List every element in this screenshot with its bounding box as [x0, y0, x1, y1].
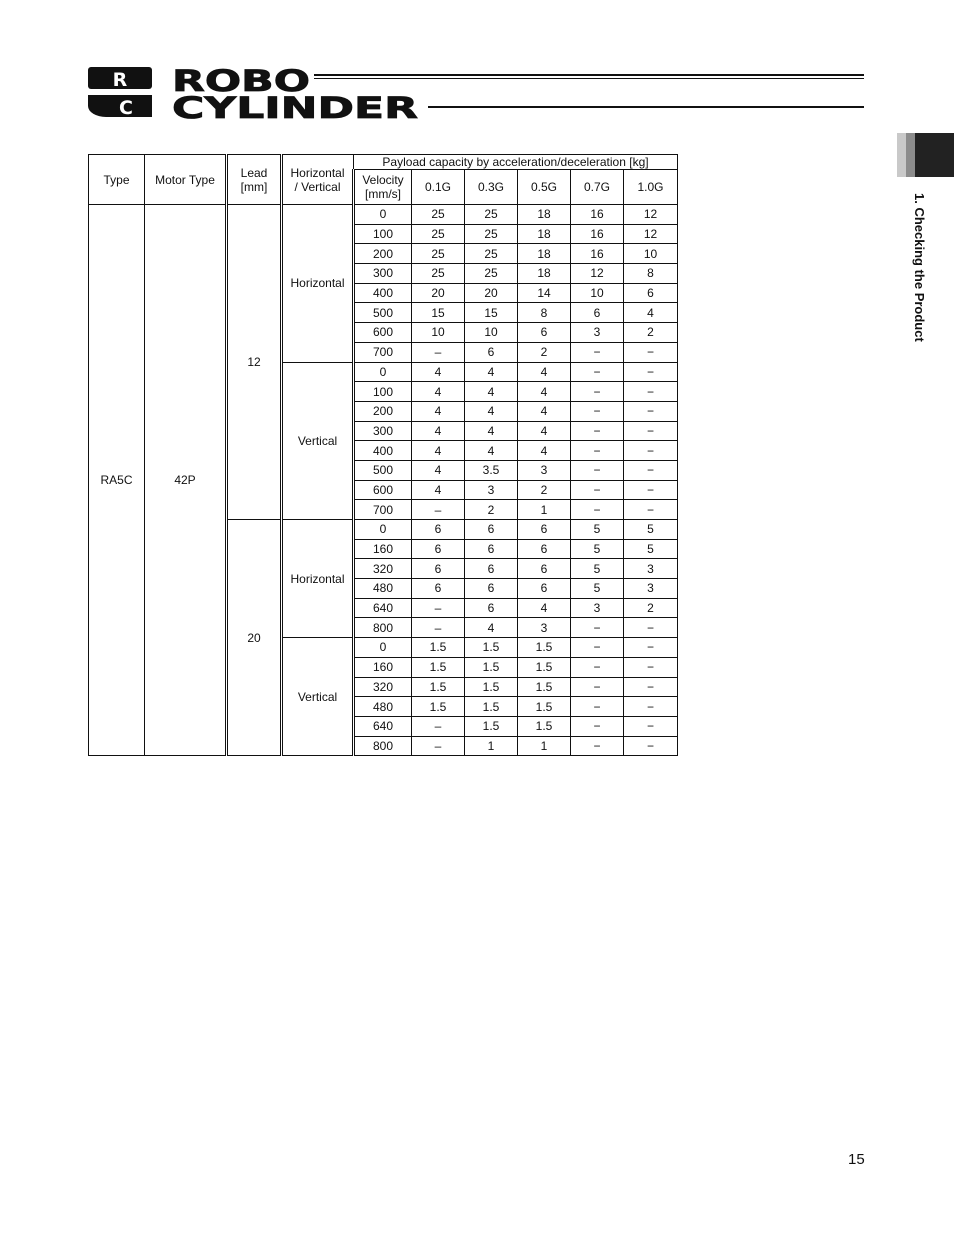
- payload-cell: –: [412, 618, 465, 638]
- payload-cell: −: [624, 638, 678, 658]
- velocity-cell: 320: [354, 559, 412, 579]
- payload-cell: −: [571, 677, 624, 697]
- payload-cell: 2: [624, 598, 678, 618]
- type-cell: RA5C: [89, 205, 145, 756]
- payload-cell: 25: [412, 264, 465, 284]
- payload-cell: 12: [624, 205, 678, 225]
- header-rule-top-thin: [314, 78, 864, 79]
- payload-cell: −: [624, 697, 678, 717]
- payload-cell: 1.5: [518, 677, 571, 697]
- header-accel: 1.0G: [624, 170, 678, 205]
- velocity-cell: 160: [354, 657, 412, 677]
- header-motor-type: Motor Type: [145, 155, 227, 205]
- payload-cell: 2: [465, 500, 518, 520]
- header-type: Type: [89, 155, 145, 205]
- payload-cell: −: [624, 342, 678, 362]
- velocity-cell: 160: [354, 539, 412, 559]
- payload-cell: 6: [571, 303, 624, 323]
- payload-cell: 16: [571, 224, 624, 244]
- payload-cell: −: [624, 421, 678, 441]
- payload-cell: −: [571, 697, 624, 717]
- velocity-cell: 700: [354, 342, 412, 362]
- header-rule-bottom: [428, 106, 864, 108]
- payload-cell: 18: [518, 224, 571, 244]
- velocity-cell: 400: [354, 441, 412, 461]
- payload-cell: 4: [412, 480, 465, 500]
- payload-capacity-table: [88, 154, 678, 756]
- payload-cell: 12: [571, 264, 624, 284]
- payload-cell: 4: [412, 460, 465, 480]
- payload-cell: −: [624, 618, 678, 638]
- logo-line1: ROBO: [172, 64, 310, 98]
- payload-cell: 3: [518, 460, 571, 480]
- payload-cell: 1.5: [412, 677, 465, 697]
- payload-cell: 6: [412, 520, 465, 540]
- payload-cell: 1.5: [518, 657, 571, 677]
- payload-cell: 15: [412, 303, 465, 323]
- payload-cell: 2: [624, 323, 678, 343]
- payload-cell: −: [624, 500, 678, 520]
- velocity-cell: 800: [354, 618, 412, 638]
- payload-cell: 18: [518, 244, 571, 264]
- payload-cell: 6: [518, 539, 571, 559]
- logo-monogram-bottom: C: [119, 97, 133, 119]
- orientation-cell: Horizontal: [282, 205, 354, 363]
- logo-monogram-top: R: [112, 69, 128, 91]
- payload-cell: –: [412, 342, 465, 362]
- velocity-cell: 500: [354, 460, 412, 480]
- payload-cell: 4: [518, 598, 571, 618]
- payload-cell: 5: [571, 559, 624, 579]
- payload-cell: −: [571, 480, 624, 500]
- payload-cell: –: [412, 716, 465, 736]
- payload-cell: 1.5: [465, 697, 518, 717]
- payload-cell: −: [571, 638, 624, 658]
- payload-cell: 5: [571, 539, 624, 559]
- payload-cell: 4: [412, 382, 465, 402]
- payload-cell: −: [624, 401, 678, 421]
- velocity-cell: 800: [354, 736, 412, 756]
- payload-cell: 10: [465, 323, 518, 343]
- payload-cell: 25: [465, 244, 518, 264]
- payload-cell: 6: [412, 539, 465, 559]
- velocity-cell: 0: [354, 205, 412, 225]
- payload-cell: 1.5: [465, 716, 518, 736]
- payload-cell: −: [571, 342, 624, 362]
- payload-cell: 20: [465, 283, 518, 303]
- payload-cell: 2: [518, 480, 571, 500]
- payload-cell: 1.5: [412, 657, 465, 677]
- payload-cell: 25: [465, 224, 518, 244]
- payload-cell: −: [624, 657, 678, 677]
- header-accel: 0.1G: [412, 170, 465, 205]
- payload-cell: 4: [465, 362, 518, 382]
- payload-cell: 1: [518, 736, 571, 756]
- payload-cell: 10: [412, 323, 465, 343]
- payload-cell: −: [571, 500, 624, 520]
- payload-cell: 6: [518, 559, 571, 579]
- payload-cell: −: [571, 441, 624, 461]
- payload-cell: 1.5: [518, 716, 571, 736]
- payload-cell: 4: [465, 441, 518, 461]
- payload-cell: 8: [624, 264, 678, 284]
- payload-cell: −: [571, 460, 624, 480]
- velocity-cell: 480: [354, 579, 412, 599]
- header-velocity: Velocity [mm/s]: [354, 170, 412, 205]
- payload-cell: −: [571, 736, 624, 756]
- payload-cell: 3.5: [465, 460, 518, 480]
- payload-cell: −: [571, 362, 624, 382]
- payload-cell: 4: [465, 618, 518, 638]
- velocity-cell: 500: [354, 303, 412, 323]
- table-body: [89, 205, 678, 756]
- payload-cell: −: [624, 480, 678, 500]
- payload-cell: 3: [571, 598, 624, 618]
- velocity-cell: 320: [354, 677, 412, 697]
- payload-cell: 10: [571, 283, 624, 303]
- header-rule-top: [314, 74, 864, 76]
- payload-cell: 3: [624, 579, 678, 599]
- payload-cell: 4: [465, 401, 518, 421]
- payload-cell: 4: [465, 382, 518, 402]
- payload-cell: 3: [624, 559, 678, 579]
- velocity-cell: 0: [354, 362, 412, 382]
- payload-cell: 1.5: [518, 697, 571, 717]
- payload-cell: 3: [465, 480, 518, 500]
- payload-cell: 5: [624, 539, 678, 559]
- motor-type-cell: 42P: [145, 205, 227, 756]
- payload-cell: –: [412, 736, 465, 756]
- velocity-cell: 700: [354, 500, 412, 520]
- header-accel: 0.5G: [518, 170, 571, 205]
- payload-cell: −: [571, 382, 624, 402]
- payload-cell: 4: [518, 382, 571, 402]
- payload-cell: 4: [412, 362, 465, 382]
- payload-cell: 4: [465, 421, 518, 441]
- payload-cell: 25: [412, 224, 465, 244]
- header-orientation: Horizontal / Vertical: [282, 155, 354, 205]
- payload-cell: 25: [465, 264, 518, 284]
- lead-cell: 20: [227, 520, 282, 756]
- payload-cell: 4: [624, 303, 678, 323]
- payload-cell: 25: [412, 244, 465, 264]
- orientation-cell: Vertical: [282, 638, 354, 756]
- payload-cell: 1.5: [518, 638, 571, 658]
- velocity-cell: 600: [354, 323, 412, 343]
- payload-cell: 6: [465, 520, 518, 540]
- header-lead: Lead [mm]: [227, 155, 282, 205]
- velocity-cell: 0: [354, 520, 412, 540]
- velocity-cell: 200: [354, 401, 412, 421]
- payload-cell: 6: [465, 579, 518, 599]
- payload-cell: 6: [518, 520, 571, 540]
- payload-cell: –: [412, 500, 465, 520]
- payload-cell: −: [571, 618, 624, 638]
- chapter-tab: [897, 133, 954, 177]
- payload-cell: 5: [571, 520, 624, 540]
- payload-cell: 4: [412, 441, 465, 461]
- table-row: [89, 205, 678, 225]
- velocity-cell: 300: [354, 421, 412, 441]
- orientation-cell: Vertical: [282, 362, 354, 520]
- velocity-cell: 640: [354, 716, 412, 736]
- velocity-cell: 600: [354, 480, 412, 500]
- payload-cell: 14: [518, 283, 571, 303]
- payload-cell: 10: [624, 244, 678, 264]
- velocity-cell: 200: [354, 244, 412, 264]
- orientation-cell: Horizontal: [282, 520, 354, 638]
- payload-cell: 6: [518, 579, 571, 599]
- payload-cell: 6: [412, 579, 465, 599]
- payload-cell: 15: [465, 303, 518, 323]
- velocity-cell: 0: [354, 638, 412, 658]
- payload-cell: −: [624, 362, 678, 382]
- velocity-cell: 640: [354, 598, 412, 618]
- payload-cell: 1.5: [465, 657, 518, 677]
- payload-cell: 4: [518, 441, 571, 461]
- payload-cell: 25: [465, 205, 518, 225]
- payload-cell: −: [571, 401, 624, 421]
- velocity-cell: 100: [354, 224, 412, 244]
- payload-cell: −: [624, 736, 678, 756]
- payload-cell: 8: [518, 303, 571, 323]
- payload-cell: −: [624, 677, 678, 697]
- payload-cell: −: [571, 716, 624, 736]
- payload-cell: 1: [465, 736, 518, 756]
- payload-cell: 1.5: [465, 677, 518, 697]
- chapter-title: 1. Checking the Product: [912, 193, 927, 342]
- page-number: 15: [848, 1151, 865, 1168]
- payload-cell: 16: [571, 244, 624, 264]
- payload-cell: 5: [571, 579, 624, 599]
- payload-cell: 18: [518, 264, 571, 284]
- payload-cell: 1: [518, 500, 571, 520]
- payload-cell: −: [624, 382, 678, 402]
- payload-cell: 4: [412, 421, 465, 441]
- payload-cell: 18: [518, 205, 571, 225]
- payload-cell: 5: [624, 520, 678, 540]
- header-accel: 0.3G: [465, 170, 518, 205]
- robo-cylinder-logo: [86, 64, 426, 120]
- payload-cell: 4: [412, 401, 465, 421]
- velocity-cell: 300: [354, 264, 412, 284]
- payload-cell: 3: [571, 323, 624, 343]
- payload-cell: 6: [465, 559, 518, 579]
- payload-cell: −: [571, 421, 624, 441]
- payload-cell: 6: [465, 598, 518, 618]
- header-accel: 0.7G: [571, 170, 624, 205]
- logo-line2: CYLINDER: [172, 91, 418, 120]
- payload-cell: 1.5: [412, 638, 465, 658]
- velocity-cell: 480: [354, 697, 412, 717]
- payload-cell: –: [412, 598, 465, 618]
- payload-cell: 1.5: [465, 638, 518, 658]
- velocity-cell: 400: [354, 283, 412, 303]
- payload-cell: 16: [571, 205, 624, 225]
- payload-cell: −: [624, 460, 678, 480]
- payload-cell: −: [624, 441, 678, 461]
- payload-cell: 4: [518, 362, 571, 382]
- payload-cell: 6: [465, 539, 518, 559]
- payload-cell: 4: [518, 421, 571, 441]
- payload-cell: 1.5: [412, 697, 465, 717]
- velocity-cell: 100: [354, 382, 412, 402]
- payload-cell: 25: [412, 205, 465, 225]
- payload-cell: 6: [465, 342, 518, 362]
- payload-cell: 2: [518, 342, 571, 362]
- payload-cell: 6: [518, 323, 571, 343]
- payload-cell: 3: [518, 618, 571, 638]
- lead-cell: 12: [227, 205, 282, 520]
- payload-cell: 12: [624, 224, 678, 244]
- payload-cell: 20: [412, 283, 465, 303]
- payload-cell: 6: [412, 559, 465, 579]
- payload-cell: −: [624, 716, 678, 736]
- payload-cell: −: [571, 657, 624, 677]
- payload-cell: 4: [518, 401, 571, 421]
- payload-cell: 6: [624, 283, 678, 303]
- header-payload-group: Payload capacity by acceleration/deceleration [kg]: [354, 155, 678, 170]
